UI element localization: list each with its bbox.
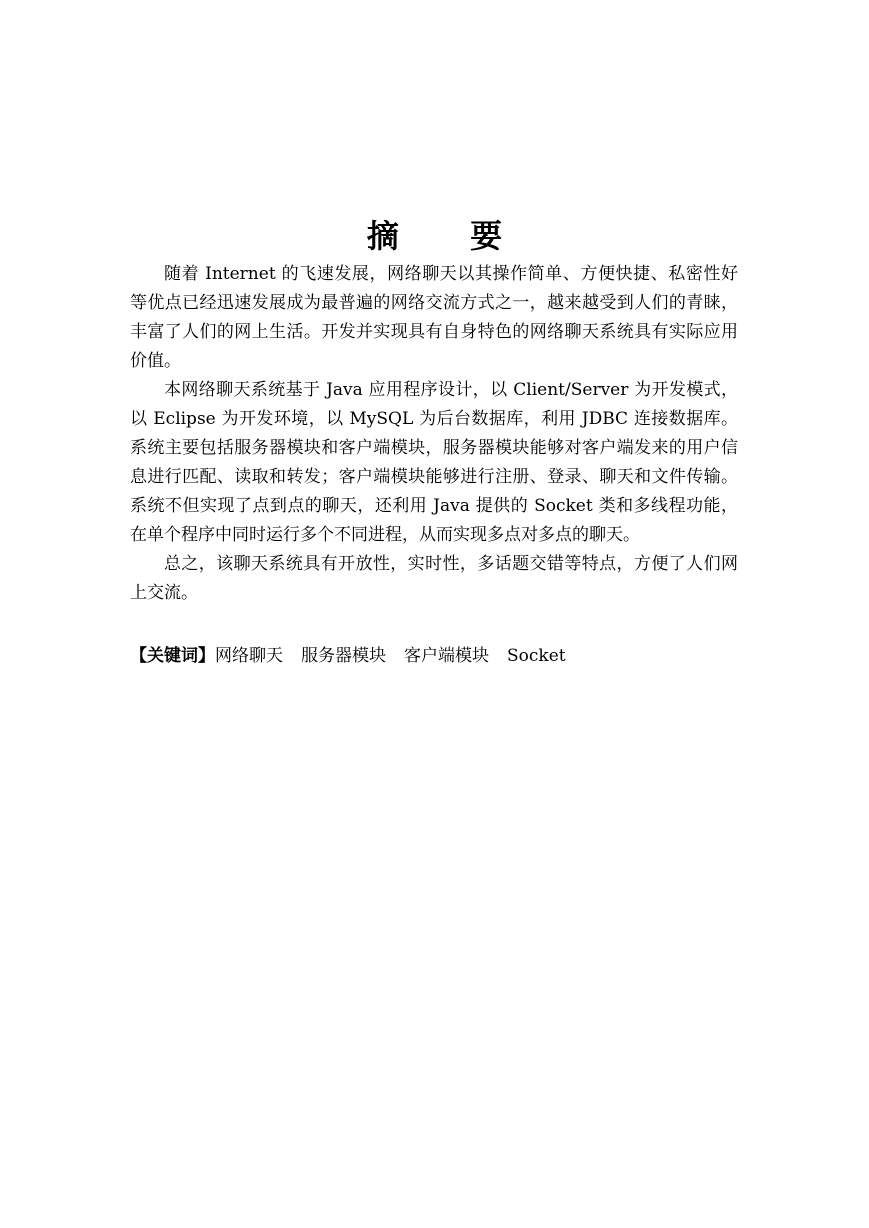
abstract-paragraph-3: 总之，该聊天系统具有开放性，实时性，多话题交错等特点，方便了人们网上交流。 xyxy=(130,554,738,603)
abstract-paragraph-1: 随着 Internet 的飞速发展，网络聊天以其操作简单、方便快捷、私密性好等优点已经迅速发展成为最普遍的网络交流方式之一，越来越受到人们的青睐，丰富了人们的网上生活。开发并实现具有自身特色的网络聊天系统具有实际应用价值。 xyxy=(130,264,738,371)
abstract-body xyxy=(130,260,738,608)
keyword-item: 网络聊天 xyxy=(215,646,283,666)
page-title: 摘 要 xyxy=(366,217,533,255)
keyword-item: 客户端模块 xyxy=(404,646,489,666)
abstract-paragraph-2: 本网络聊天系统基于 Java 应用程序设计，以 Client/Server 为开发模式，以 Eclipse 为开发环境，以 MySQL 为后台数据库，利用 JDBC 连接数据库。系统主要包括服务器模块和客户端模块，服务器模块能够对客户端发来的用户信息进行匹配、读取和转发；客户端模块能够进行注册、登录、聊天和文件传输。系统不但实现了点到点的聊天，还利用 Java 提供的 Socket 类和多线程功能，在单个程序中同时运行多个不同进程，从而实现多点对多点的聊天。 xyxy=(130,380,738,545)
keywords-label: 【关键词】 xyxy=(130,646,215,666)
keywords-line xyxy=(130,642,738,671)
keyword-item: 服务器模块 xyxy=(301,646,386,666)
keyword-item: Socket xyxy=(507,646,566,666)
